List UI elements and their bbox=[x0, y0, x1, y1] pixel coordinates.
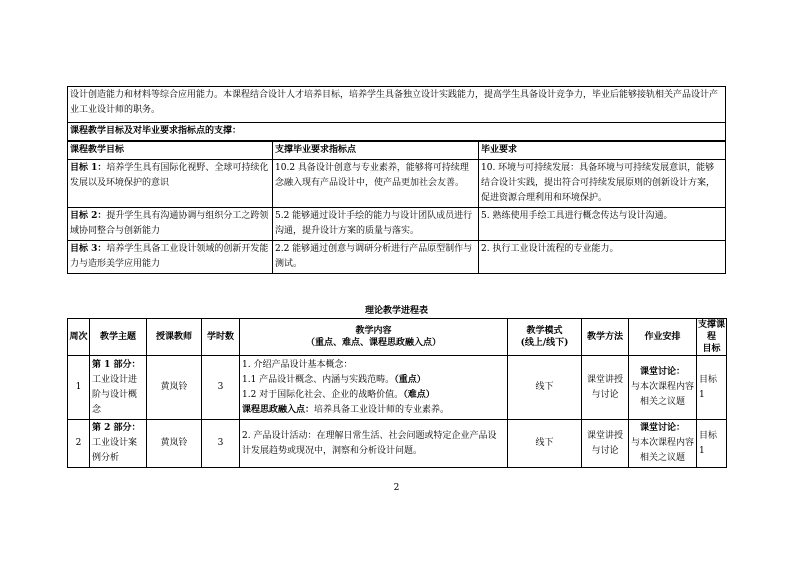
page-number: 2 bbox=[393, 483, 400, 493]
support-section-title: 课程教学目标及对毕业要求指标点的支撑： bbox=[68, 123, 726, 142]
table-row bbox=[68, 356, 727, 420]
header-week: 周次 bbox=[68, 319, 90, 356]
hours-cell: 3 bbox=[202, 356, 240, 420]
header-content-line1: 教学内容 bbox=[355, 326, 392, 336]
method-cell: 课堂讲授与讨论 bbox=[582, 356, 629, 420]
difficulty-tag: （难点） bbox=[403, 389, 435, 400]
goal-text: 提升学生具有沟通协调与组织分工之跨领域协同整合与创新能力 bbox=[70, 211, 269, 236]
topic-text: 工业设计进阶与设计概念 bbox=[92, 374, 138, 415]
requirement-text: 10. 环境与可持续发展：具备环境与可持续发展意识，能够结合设计实践，提出符合可持续发展原则的创新设计方案，促进资源合理利用和环境保护。 bbox=[479, 160, 726, 208]
assignment-cell bbox=[629, 356, 697, 420]
schedule-table bbox=[67, 318, 727, 468]
header-mode-line1: 教学模式 bbox=[526, 326, 563, 336]
indicator-text: 5.2 能够通过设计手绘的能力与设计团队成员进行沟通，提升设计方案的质量与落实。 bbox=[273, 208, 479, 241]
header-indicator: 支撑毕业要求指标点 bbox=[273, 141, 479, 160]
requirement-text: 5. 熟练使用手绘工具进行概念传达与设计沟通。 bbox=[479, 208, 726, 241]
header-assignment: 作业安排 bbox=[629, 319, 697, 356]
header-requirement: 毕业要求 bbox=[479, 141, 726, 160]
header-method: 教学方法 bbox=[582, 319, 629, 356]
course-goals-table bbox=[67, 86, 726, 274]
schedule-caption: 理论教学进程表 bbox=[364, 306, 428, 316]
content-line bbox=[242, 403, 505, 418]
content-cell bbox=[240, 356, 508, 420]
assignment-title: 课堂讨论： bbox=[639, 423, 685, 433]
goal-label: 目标 3： bbox=[70, 244, 107, 254]
requirement-text: 2. 执行工业设计流程的专业能力。 bbox=[479, 241, 726, 274]
content-line bbox=[242, 388, 505, 403]
intro-text: 设计创造能力和材料等综合应用能力。本课程结合设计人才培养目标，培养学生具备独立设计实践能力，提高学生具备设计竞争力，毕业后能够接轨相关产品设计产业工业设计师的职务。 bbox=[68, 87, 726, 123]
table-row bbox=[68, 160, 726, 208]
assignment-text: 与本次课程内容相关之议题 bbox=[631, 438, 695, 463]
goal-label: 目标 1： bbox=[70, 163, 107, 173]
schedule-header-row bbox=[68, 319, 727, 356]
header-goal: 课程教学目标 bbox=[68, 141, 273, 160]
week-cell: 1 bbox=[68, 356, 90, 420]
topic-cell bbox=[90, 356, 147, 420]
header-goal-line1: 支撑课程 bbox=[698, 320, 726, 342]
goal-text: 培养学生具备工业设计领域的创新开发能力与造形美学应用能力 bbox=[70, 244, 269, 269]
assignment-cell bbox=[629, 420, 697, 468]
header-goal-line2: 目标 bbox=[702, 344, 721, 354]
table-row bbox=[68, 241, 726, 274]
header-content-line2: （重点、难点、课程思政融入点） bbox=[305, 338, 441, 348]
goal-label: 目标 2： bbox=[70, 211, 107, 221]
teacher-cell: 黄岚铃 bbox=[147, 356, 202, 420]
content-text: 1.1 产品设计概念、内涵与实践范畴。 bbox=[242, 374, 395, 385]
mode-cell: 线下 bbox=[508, 356, 582, 420]
method-cell: 课堂讲授与讨论 bbox=[582, 420, 629, 468]
content-line bbox=[242, 373, 505, 388]
topic-title: 第 1 部分： bbox=[92, 359, 141, 370]
goal-cell: 目标 1 bbox=[697, 356, 727, 420]
header-topic: 教学主题 bbox=[90, 319, 147, 356]
indicator-text: 2.2 能够通过创意与调研分析进行产品原型制作与测试。 bbox=[273, 241, 479, 274]
mode-cell: 线下 bbox=[508, 420, 582, 468]
key-point-tag: （重点） bbox=[394, 374, 426, 385]
indicator-text: 10.2 具备设计创意与专业素养，能够将可持续理念融入现有产品设计中，使产品更加社会友善。 bbox=[273, 160, 479, 208]
header-goal bbox=[697, 319, 727, 356]
topic-cell bbox=[90, 420, 147, 468]
table-row bbox=[68, 420, 727, 468]
content-line: 1. 介绍产品设计基本概念： bbox=[242, 359, 353, 370]
header-content bbox=[240, 319, 508, 356]
ideology-label: 课程思政融入点： bbox=[242, 404, 315, 415]
goal-cell: 目标 1 bbox=[697, 420, 727, 468]
topic-title: 第 2 部分： bbox=[92, 423, 141, 433]
assignment-text: 与本次课程内容相关之议题 bbox=[631, 382, 695, 407]
header-mode bbox=[508, 319, 582, 356]
header-mode-line2: (线上/线下) bbox=[520, 338, 569, 348]
content-text: 1.2 对于国际化社会、企业的战略价值。 bbox=[242, 389, 404, 400]
goal-text: 培养学生具有国际化视野、全球可持续化发展以及环境保护的意识 bbox=[70, 163, 269, 188]
teacher-cell: 黄岚铃 bbox=[147, 420, 202, 468]
header-teacher: 授课教师 bbox=[147, 319, 202, 356]
content-text: 培养具备工业设计师的专业素养。 bbox=[314, 404, 450, 415]
week-cell: 2 bbox=[68, 420, 90, 468]
assignment-title: 课堂讨论： bbox=[639, 367, 685, 377]
table-row bbox=[68, 208, 726, 241]
header-hours: 学时数 bbox=[202, 319, 240, 356]
content-cell: 2. 产品设计活动：在理解日常生活、社会问题或特定企业产品设计发展趋势或现况中，洞察和分析设计问题。 bbox=[240, 420, 508, 468]
topic-text: 工业设计案例分析 bbox=[92, 438, 138, 463]
hours-cell: 3 bbox=[202, 420, 240, 468]
